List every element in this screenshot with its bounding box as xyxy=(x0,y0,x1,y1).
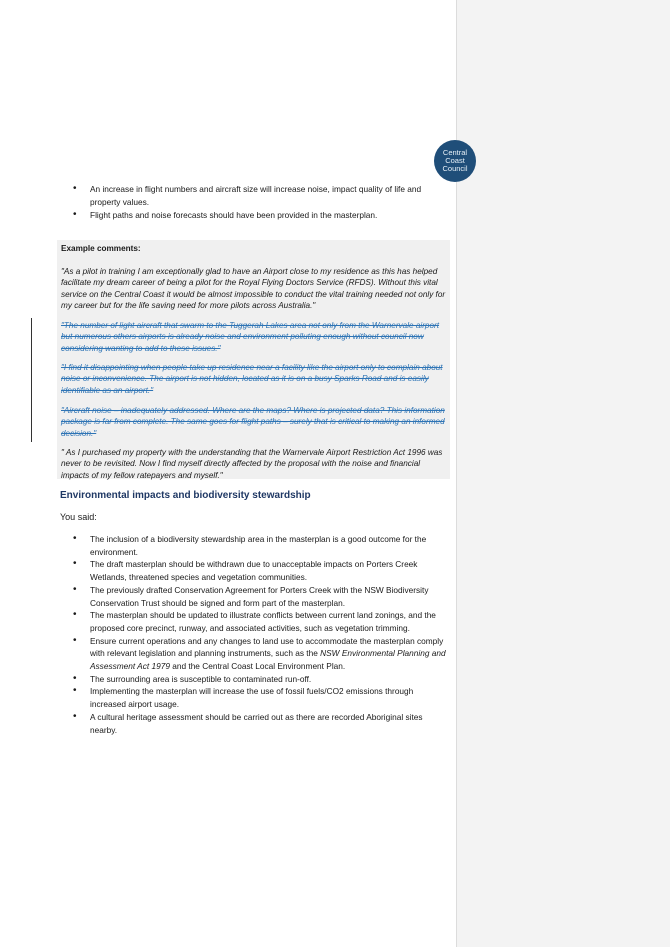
comment-pane xyxy=(456,0,670,947)
comment-quote: "As a pilot in training I am exceptionally glad to have an Airport close to my residence as this has helped facilitate my dream career of being a pilot for the Royal Flying Doctors Service (RFDS). Without this vital service on the Central Coast it would be almost impossible to conduct the vital training needed not only for my career but for the life saving need for more pilots across Australia." xyxy=(61,267,446,310)
you-said-label: You said: xyxy=(60,512,97,522)
list-item: • An increase in flight numbers and aircraft size will increase noise, impact quality of life and property values. xyxy=(72,183,450,208)
list-item: • The inclusion of a biodiversity stewardship area in the masterplan is a good outcome for the environment. xyxy=(72,533,450,558)
example-comments-heading: Example comments: xyxy=(61,244,141,253)
deleted-comment-quote: "Aircraft noise – inadequately addressed. Where are the maps? Where is projected data? This information package is far from complete. The same goes for flight paths – surely that is critical to making an informed decision." xyxy=(61,406,445,438)
list-item: • The masterplan should be updated to illustrate conflicts between current land zonings, and the proposed core precinct, runway, and associated activities, such as vegetation trimming. xyxy=(72,609,450,634)
noise-bullet-list xyxy=(72,183,450,222)
list-item-text: and the Central Coast Local Environment Plan. xyxy=(169,661,346,672)
list-item: • The previously drafted Conservation Agreement for Porters Creek with the NSW Biodiversity Conservation Trust should be signed and form part of the masterplan. xyxy=(72,584,450,609)
logo-line-2: Coast xyxy=(445,156,465,165)
list-item: • Implementing the masterplan will increase the use of fossil fuels/CO2 emissions through increased airport usage. xyxy=(72,685,450,710)
council-logo xyxy=(434,140,476,182)
list-item: • The surrounding area is susceptible to contaminated run-off. xyxy=(72,673,450,686)
list-item: • A cultural heritage assessment should be carried out as there are recorded Aboriginal sites nearby. xyxy=(72,711,450,736)
deleted-comment-quote: "The number of light aircraft that swarm to the Tuggerah Lakes area not only from the Warnervale airport but numerous others airports is already noise and environment polluting enough without council now considering wanting to add to these issues." xyxy=(61,321,440,353)
legislation-title: NSW Environmental Planning and Assessment Act 1979 xyxy=(90,648,446,672)
logo-line-1: Central xyxy=(442,148,468,157)
section-title: Environmental impacts and biodiversity stewardship xyxy=(60,490,311,501)
list-item: • Flight paths and noise forecasts should have been provided in the masterplan. xyxy=(72,209,450,222)
list-item xyxy=(72,635,450,673)
environment-bullet-list xyxy=(72,533,450,736)
list-item-text: Ensure current operations and any changes to land use to accommodate the masterplan comply with relevant legislation and planning instruments, such as the xyxy=(90,635,444,659)
list-item: • The draft masterplan should be withdrawn due to unacceptable impacts on Porters Creek Wetlands, threatened species and vegetation communities. xyxy=(72,558,450,583)
comment-quote: " As I purchased my property with the understanding that the Warnervale Airport Restriction Act 1996 was never to be revisited. Now I find myself directly affected by the proposal with the noise and financial impacts of my fellow ratepayers and myself." xyxy=(61,448,443,480)
deleted-comment-quote: "I find it disappointing when people take up residence near a facility like the airport only to complain about noise or inconvenience. The airport is not hidden, located as it is on a busy Sparks Road and is easily identifiable as an airport." xyxy=(61,363,443,395)
logo-line-3: Council xyxy=(442,164,468,173)
revision-change-bar xyxy=(31,318,32,442)
